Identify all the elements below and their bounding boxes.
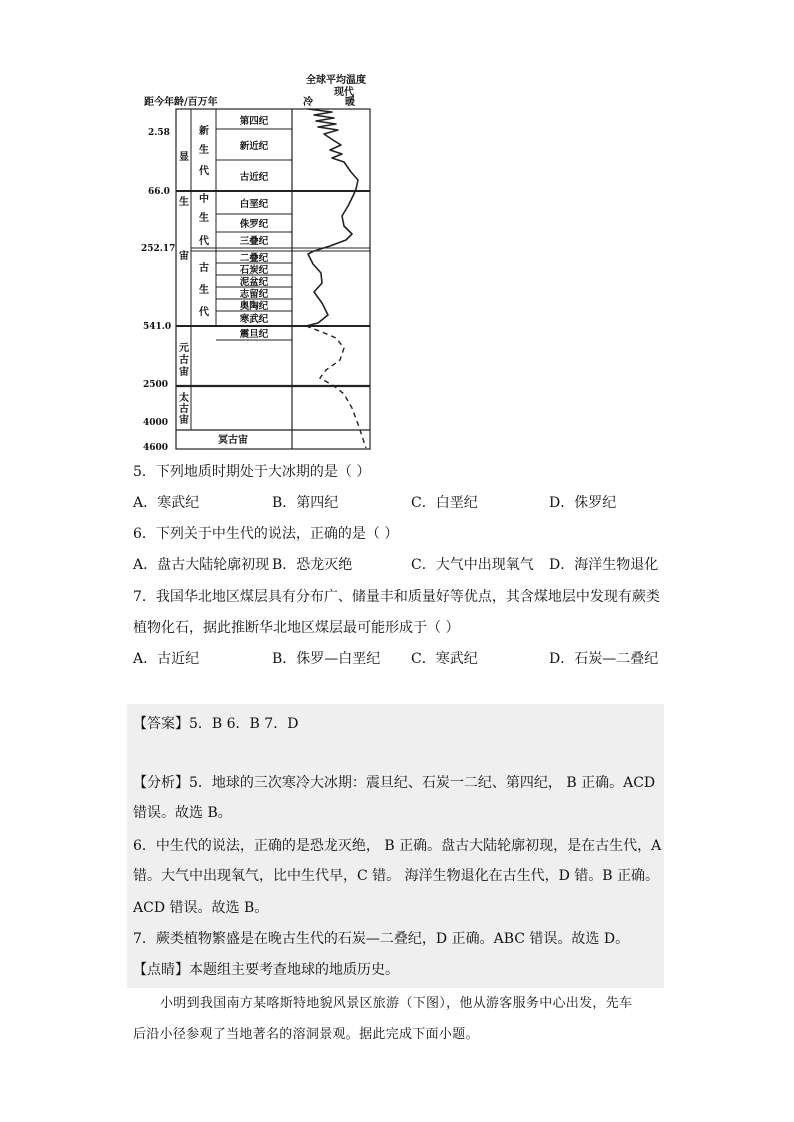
question-7-stem-line1: 7．我国华北地区煤层具有分布广、储量丰和质量好等优点，其含煤地层中发现有蕨类 xyxy=(133,589,660,605)
era-label: 生 xyxy=(199,145,209,156)
eon-label: 宙 xyxy=(179,415,189,426)
period-label: 侏罗纪 xyxy=(239,219,269,230)
age-label: 2.58 xyxy=(148,128,170,138)
geologic-time-figure xyxy=(138,68,378,452)
option-d[interactable]: D．石炭—二叠纪 xyxy=(549,651,659,667)
answer-line: 【答案】5．B 6．B 7．D xyxy=(133,716,299,732)
era-label: 代 xyxy=(199,307,209,318)
eon-label: 太 xyxy=(179,393,189,404)
period-label: 古近纪 xyxy=(239,172,269,183)
period-label: 震旦纪 xyxy=(239,329,269,340)
analysis-line: ACD 错误。故选 B。 xyxy=(133,900,269,916)
option-a[interactable]: A．盘古大陆轮廓初现 xyxy=(133,557,270,573)
age-label: 4000 xyxy=(143,418,169,428)
eon-label: 宙 xyxy=(179,251,189,262)
option-a[interactable]: A．古近纪 xyxy=(133,651,200,667)
period-label: 二叠纪 xyxy=(239,253,269,264)
analysis-line: 6．中生代的说法，正确的是恐龙灭绝， B 正确。盘古大陆轮廓初现，是在古生代，A xyxy=(133,838,662,854)
temperature-curve xyxy=(306,109,358,326)
option-c[interactable]: C．大气中出现氧气 xyxy=(411,557,534,573)
era-label: 生 xyxy=(199,213,209,224)
question-5-stem: 5．下列地质时期处于大冰期的是（ ） xyxy=(133,464,371,480)
era-label: 代 xyxy=(199,236,209,247)
analysis-line: 错误。故选 B。 xyxy=(133,805,232,821)
age-label: 2500 xyxy=(143,380,169,390)
analysis-line: 【分析】5．地球的三次寒冷大冰期：震旦纪、石炭一二纪、第四纪， B 正确。ACD xyxy=(133,775,656,791)
warm-label: 暖 xyxy=(345,97,355,108)
age-label: 541.0 xyxy=(143,322,172,332)
eon-label: 古 xyxy=(179,404,189,415)
age-label: 4600 xyxy=(143,443,169,452)
period-label: 白垩纪 xyxy=(239,199,269,210)
period-label: 石炭纪 xyxy=(239,265,269,276)
analysis-line: 错。大气中出现氧气，比中生代早，C 错。 海洋生物退化在古生代，D 错。B 正确。 xyxy=(133,868,660,884)
era-label: 古 xyxy=(199,263,209,274)
period-label: 寒武纪 xyxy=(239,314,269,325)
era-label: 代 xyxy=(199,166,209,177)
answer-explanation-box xyxy=(127,704,664,988)
age-label: 252.17 xyxy=(141,244,176,254)
temperature-header: 全球平均温度 xyxy=(306,75,366,86)
option-b[interactable]: B．侏罗—白垩纪 xyxy=(272,651,381,667)
option-b[interactable]: B．恐龙灭绝 xyxy=(272,557,353,573)
modern-label: 现代 xyxy=(334,87,354,98)
question-7-stem-line2: 植物化石，据此推断华北地区煤层最可能形成于（ ） xyxy=(133,620,460,636)
period-label: 三叠纪 xyxy=(239,236,269,247)
eon-label: 元 xyxy=(179,343,189,354)
age-axis-title: 距今年龄/百万年 xyxy=(144,97,218,108)
era-label: 中 xyxy=(199,194,209,205)
eon-label: 显 xyxy=(179,152,189,163)
era-label: 生 xyxy=(199,285,209,296)
age-label: 66.0 xyxy=(148,187,170,197)
eon-label: 宙 xyxy=(179,367,189,378)
passage-line1: 小明到我国南方某喀斯特地貌风景区旅游（下图），他从游客服务中心出发，先车 xyxy=(160,996,633,1011)
option-a[interactable]: A．寒武纪 xyxy=(133,495,200,511)
period-label: 第四纪 xyxy=(239,116,269,127)
passage-line2: 后沿小径参观了当地著名的溶洞景观。据此完成下面小题。 xyxy=(133,1027,479,1042)
option-c[interactable]: C．寒武纪 xyxy=(411,651,478,667)
cold-label: 冷 xyxy=(303,97,313,108)
option-d[interactable]: D．侏罗纪 xyxy=(549,495,617,511)
period-label: 新近纪 xyxy=(239,141,269,152)
eon-label: 古 xyxy=(179,355,189,366)
eon-label: 冥古宙 xyxy=(218,435,248,446)
option-b[interactable]: B．第四纪 xyxy=(272,495,339,511)
era-label: 新 xyxy=(199,126,209,137)
period-label: 奥陶纪 xyxy=(239,301,269,312)
option-c[interactable]: C．白垩纪 xyxy=(411,495,478,511)
eon-label: 生 xyxy=(179,197,189,208)
analysis-line: 7．蕨类植物繁盛是在晚古生代的石炭—二叠纪，D 正确。ABC 错误。故选 D。 xyxy=(133,931,630,947)
period-label: 志留纪 xyxy=(239,289,269,300)
comment-line: 【点睛】本题组主要考查地球的地质历史。 xyxy=(133,962,399,978)
question-6-stem: 6．下列关于中生代的说法，正确的是（ ） xyxy=(133,526,399,542)
period-label: 泥盆纪 xyxy=(239,277,269,288)
option-d[interactable]: D．海洋生物退化 xyxy=(549,557,659,573)
